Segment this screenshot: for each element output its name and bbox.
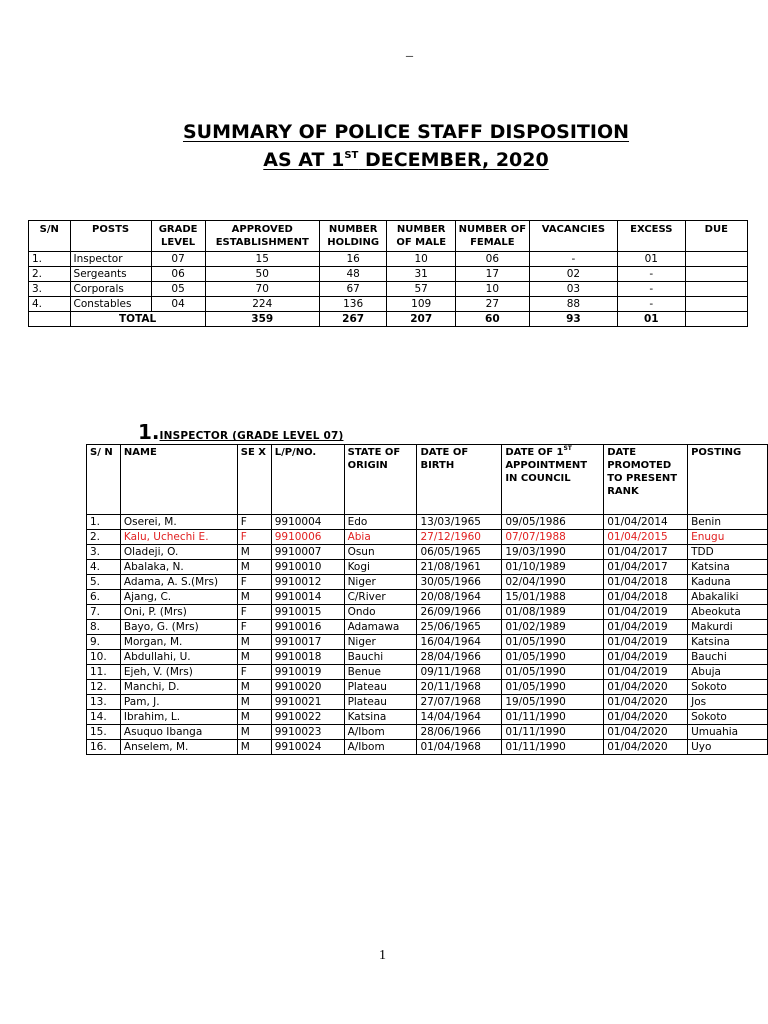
summary-cell: -: [618, 267, 686, 282]
inspector-cell: 28/04/1966: [417, 650, 502, 665]
inspector-body: [87, 515, 768, 755]
inspector-cell: 9910019: [271, 665, 344, 680]
inspector-row: [87, 725, 768, 740]
total-female: 60: [455, 312, 529, 327]
inspector-row: [87, 530, 768, 545]
summary-cell: [685, 267, 747, 282]
summary-header-cell: S/N: [29, 221, 71, 252]
inspector-cell: 30/05/1966: [417, 575, 502, 590]
inspector-cell: Anselem, M.: [120, 740, 237, 755]
inspector-cell: 01/04/2019: [604, 665, 688, 680]
inspector-header-row: [87, 445, 768, 515]
inspector-cell: F: [237, 605, 271, 620]
inspector-cell: C/River: [344, 590, 417, 605]
summary-cell: 2.: [29, 267, 71, 282]
inspector-cell: Kalu, Uchechi E.: [120, 530, 237, 545]
inspector-cell: Benue: [344, 665, 417, 680]
inspector-cell: 20/11/1968: [417, 680, 502, 695]
inspector-cell: 25/06/1965: [417, 620, 502, 635]
summary-cell: [685, 297, 747, 312]
inspector-cell: M: [237, 710, 271, 725]
header-mark: _: [406, 44, 413, 59]
header-promoted: DATE PROMOTED TO PRESENT RANK: [604, 445, 688, 515]
header-dob: DATE OF BIRTH: [417, 445, 502, 515]
inspector-row: [87, 545, 768, 560]
inspector-cell: 6.: [87, 590, 121, 605]
inspector-cell: 9910010: [271, 560, 344, 575]
inspector-cell: 9910017: [271, 635, 344, 650]
inspector-cell: A/Ibom: [344, 740, 417, 755]
summary-cell: [685, 252, 747, 267]
inspector-cell: Niger: [344, 635, 417, 650]
summary-cell: 4.: [29, 297, 71, 312]
summary-cell: 109: [387, 297, 456, 312]
inspector-cell: 01/04/2020: [604, 710, 688, 725]
inspector-cell: 19/03/1990: [502, 545, 604, 560]
inspector-cell: 01/11/1990: [502, 740, 604, 755]
summary-cell: 02: [529, 267, 617, 282]
section-number: 1.: [138, 420, 160, 444]
inspector-cell: 01/05/1990: [502, 680, 604, 695]
inspector-cell: Abakaliki: [688, 590, 768, 605]
inspector-cell: 20/08/1964: [417, 590, 502, 605]
summary-cell: -: [529, 252, 617, 267]
inspector-cell: Ondo: [344, 605, 417, 620]
inspector-cell: Adamawa: [344, 620, 417, 635]
inspector-cell: Asuquo Ibanga: [120, 725, 237, 740]
total-label: TOTAL: [70, 312, 205, 327]
summary-cell: Sergeants: [70, 267, 151, 282]
inspector-cell: 09/11/1968: [417, 665, 502, 680]
inspector-cell: 01/04/2014: [604, 515, 688, 530]
inspector-cell: Morgan, M.: [120, 635, 237, 650]
inspector-cell: F: [237, 575, 271, 590]
inspector-cell: 01/04/1968: [417, 740, 502, 755]
summary-row: [29, 267, 748, 282]
inspector-cell: 21/08/1961: [417, 560, 502, 575]
inspector-cell: Sokoto: [688, 680, 768, 695]
total-holding: 267: [319, 312, 387, 327]
summary-cell: 10: [387, 252, 456, 267]
summary-row: [29, 252, 748, 267]
inspector-row: [87, 680, 768, 695]
inspector-cell: Katsina: [688, 560, 768, 575]
section-heading: [138, 420, 343, 444]
inspector-cell: 02/04/1990: [502, 575, 604, 590]
inspector-cell: Abdullahi, U.: [120, 650, 237, 665]
inspector-cell: F: [237, 665, 271, 680]
page-number: 1: [379, 948, 386, 963]
summary-header-cell: NUMBER OF MALE: [387, 221, 456, 252]
inspector-cell: Pam, J.: [120, 695, 237, 710]
inspector-cell: M: [237, 680, 271, 695]
inspector-cell: 9910015: [271, 605, 344, 620]
inspector-cell: 9910006: [271, 530, 344, 545]
header-state: STATE OF ORIGIN: [344, 445, 417, 515]
inspector-cell: 01/04/2020: [604, 740, 688, 755]
inspector-cell: 09/05/1986: [502, 515, 604, 530]
summary-header-cell: POSTS: [70, 221, 151, 252]
inspector-cell: 01/04/2019: [604, 635, 688, 650]
inspector-cell: 10.: [87, 650, 121, 665]
inspector-cell: 01/04/2020: [604, 725, 688, 740]
header-lp-no: L/P/NO.: [271, 445, 344, 515]
inspector-row: [87, 515, 768, 530]
header-sex: SE X: [237, 445, 271, 515]
inspector-cell: 01/04/2019: [604, 650, 688, 665]
inspector-cell: Abia: [344, 530, 417, 545]
inspector-cell: Adama, A. S.(Mrs): [120, 575, 237, 590]
summary-cell: [685, 282, 747, 297]
inspector-cell: Kaduna: [688, 575, 768, 590]
inspector-cell: 01/04/2020: [604, 680, 688, 695]
inspector-cell: 1.: [87, 515, 121, 530]
summary-cell: 50: [205, 267, 319, 282]
inspector-cell: 13/03/1965: [417, 515, 502, 530]
summary-cell: 67: [319, 282, 387, 297]
summary-cell: 15: [205, 252, 319, 267]
inspector-cell: Osun: [344, 545, 417, 560]
inspector-cell: 9910022: [271, 710, 344, 725]
summary-header-cell: NUMBER HOLDING: [319, 221, 387, 252]
inspector-cell: Abeokuta: [688, 605, 768, 620]
inspector-cell: 9.: [87, 635, 121, 650]
summary-cell: 224: [205, 297, 319, 312]
inspector-cell: 01/05/1990: [502, 665, 604, 680]
inspector-cell: 01/04/2018: [604, 575, 688, 590]
summary-header-cell: DUE: [685, 221, 747, 252]
summary-row: [29, 282, 748, 297]
inspector-cell: 9910023: [271, 725, 344, 740]
inspector-cell: 01/04/2018: [604, 590, 688, 605]
inspector-cell: Katsina: [688, 635, 768, 650]
summary-row: [29, 297, 748, 312]
inspector-cell: Plateau: [344, 695, 417, 710]
inspector-cell: M: [237, 560, 271, 575]
summary-cell: Inspector: [70, 252, 151, 267]
inspector-cell: Ibrahim, L.: [120, 710, 237, 725]
inspector-cell: Niger: [344, 575, 417, 590]
inspector-row: [87, 635, 768, 650]
header-sn: S/ N: [87, 445, 121, 515]
inspector-cell: TDD: [688, 545, 768, 560]
inspector-cell: 9910020: [271, 680, 344, 695]
section-label: INSPECTOR (GRADE LEVEL 07): [159, 430, 344, 442]
summary-table: [28, 220, 748, 327]
summary-cell: 88: [529, 297, 617, 312]
inspector-cell: 01/04/2017: [604, 545, 688, 560]
inspector-cell: 9910004: [271, 515, 344, 530]
inspector-cell: 07/07/1988: [502, 530, 604, 545]
summary-cell: 01: [618, 252, 686, 267]
summary-cell: 05: [151, 282, 205, 297]
summary-cell: 57: [387, 282, 456, 297]
inspector-cell: 01/02/1989: [502, 620, 604, 635]
inspector-cell: 27/07/1968: [417, 695, 502, 710]
inspector-cell: 01/04/2017: [604, 560, 688, 575]
inspector-cell: M: [237, 725, 271, 740]
inspector-cell: M: [237, 740, 271, 755]
inspector-cell: 15/01/1988: [502, 590, 604, 605]
inspector-cell: Uyo: [688, 740, 768, 755]
inspector-cell: 19/05/1990: [502, 695, 604, 710]
inspector-cell: Umuahia: [688, 725, 768, 740]
inspector-cell: Jos: [688, 695, 768, 710]
inspector-cell: Benin: [688, 515, 768, 530]
summary-cell: 27: [455, 297, 529, 312]
inspector-cell: 11.: [87, 665, 121, 680]
inspector-table: [86, 444, 768, 755]
summary-header-cell: APPROVED ESTABLISHMENT: [205, 221, 319, 252]
summary-header-row: [29, 221, 748, 252]
inspector-cell: 15.: [87, 725, 121, 740]
inspector-cell: 27/12/1960: [417, 530, 502, 545]
inspector-cell: Bauchi: [688, 650, 768, 665]
header-name: NAME: [120, 445, 237, 515]
summary-total-row: [29, 312, 748, 327]
inspector-cell: 9910012: [271, 575, 344, 590]
inspector-cell: Plateau: [344, 680, 417, 695]
inspector-cell: Abuja: [688, 665, 768, 680]
total-male: 207: [387, 312, 456, 327]
inspector-cell: Makurdi: [688, 620, 768, 635]
title-line-1: SUMMARY OF POLICE STAFF DISPOSITION: [182, 121, 630, 143]
header-first-appointment: DATE OF 1ST APPOINTMENT IN COUNCIL: [502, 445, 604, 515]
summary-cell: 31: [387, 267, 456, 282]
summary-cell: 70: [205, 282, 319, 297]
summary-cell: -: [618, 297, 686, 312]
inspector-cell: 01/10/1989: [502, 560, 604, 575]
title-line-2: AS AT 1ST DECEMBER, 2020: [263, 149, 549, 171]
inspector-cell: Katsina: [344, 710, 417, 725]
inspector-row: [87, 695, 768, 710]
inspector-cell: 8.: [87, 620, 121, 635]
inspector-cell: Oserei, M.: [120, 515, 237, 530]
page-title: [0, 118, 768, 174]
inspector-cell: 12.: [87, 680, 121, 695]
inspector-cell: 16.: [87, 740, 121, 755]
total-approved: 359: [205, 312, 319, 327]
summary-cell: 136: [319, 297, 387, 312]
summary-header-cell: NUMBER OF FEMALE: [455, 221, 529, 252]
summary-cell: 1.: [29, 252, 71, 267]
inspector-cell: M: [237, 545, 271, 560]
inspector-cell: 3.: [87, 545, 121, 560]
inspector-row: [87, 605, 768, 620]
inspector-cell: 01/11/1990: [502, 710, 604, 725]
inspector-cell: Sokoto: [688, 710, 768, 725]
inspector-cell: M: [237, 650, 271, 665]
summary-header-cell: EXCESS: [618, 221, 686, 252]
inspector-cell: 06/05/1965: [417, 545, 502, 560]
total-vacancies: 93: [529, 312, 617, 327]
summary-cell: Corporals: [70, 282, 151, 297]
inspector-cell: Abalaka, N.: [120, 560, 237, 575]
summary-cell: 03: [529, 282, 617, 297]
inspector-cell: 13.: [87, 695, 121, 710]
inspector-cell: A/Ibom: [344, 725, 417, 740]
inspector-cell: 16/04/1964: [417, 635, 502, 650]
inspector-cell: 28/06/1966: [417, 725, 502, 740]
inspector-cell: 14.: [87, 710, 121, 725]
inspector-cell: Ejeh, V. (Mrs): [120, 665, 237, 680]
header-posting: POSTING: [688, 445, 768, 515]
inspector-cell: 2.: [87, 530, 121, 545]
summary-cell: 06: [455, 252, 529, 267]
inspector-cell: 5.: [87, 575, 121, 590]
inspector-row: [87, 665, 768, 680]
inspector-row: [87, 650, 768, 665]
inspector-cell: Oni, P. (Mrs): [120, 605, 237, 620]
inspector-cell: 9910007: [271, 545, 344, 560]
summary-cell: 10: [455, 282, 529, 297]
inspector-cell: 7.: [87, 605, 121, 620]
inspector-cell: M: [237, 695, 271, 710]
inspector-cell: 01/11/1990: [502, 725, 604, 740]
inspector-cell: Enugu: [688, 530, 768, 545]
inspector-cell: Edo: [344, 515, 417, 530]
inspector-cell: 01/04/2019: [604, 620, 688, 635]
inspector-row: [87, 575, 768, 590]
inspector-cell: 01/04/2015: [604, 530, 688, 545]
inspector-cell: 26/09/1966: [417, 605, 502, 620]
inspector-row: [87, 560, 768, 575]
summary-cell: 16: [319, 252, 387, 267]
inspector-cell: Bayo, G. (Mrs): [120, 620, 237, 635]
inspector-cell: Ajang, C.: [120, 590, 237, 605]
inspector-cell: 9910021: [271, 695, 344, 710]
summary-header-cell: GRADE LEVEL: [151, 221, 205, 252]
inspector-cell: 01/08/1989: [502, 605, 604, 620]
inspector-cell: Oladeji, O.: [120, 545, 237, 560]
summary-header-cell: VACANCIES: [529, 221, 617, 252]
inspector-row: [87, 740, 768, 755]
inspector-cell: M: [237, 635, 271, 650]
summary-cell: 48: [319, 267, 387, 282]
inspector-row: [87, 710, 768, 725]
summary-cell: 04: [151, 297, 205, 312]
inspector-cell: 01/04/2019: [604, 605, 688, 620]
inspector-cell: Manchi, D.: [120, 680, 237, 695]
inspector-cell: F: [237, 620, 271, 635]
summary-cell: 3.: [29, 282, 71, 297]
inspector-cell: 9910018: [271, 650, 344, 665]
inspector-row: [87, 590, 768, 605]
inspector-cell: 4.: [87, 560, 121, 575]
inspector-cell: 01/04/2020: [604, 695, 688, 710]
summary-cell: 17: [455, 267, 529, 282]
total-excess: 01: [618, 312, 686, 327]
summary-body: [29, 252, 748, 312]
inspector-cell: M: [237, 590, 271, 605]
summary-cell: 07: [151, 252, 205, 267]
inspector-cell: Bauchi: [344, 650, 417, 665]
inspector-cell: 01/05/1990: [502, 650, 604, 665]
inspector-cell: 9910016: [271, 620, 344, 635]
summary-cell: -: [618, 282, 686, 297]
inspector-cell: F: [237, 515, 271, 530]
summary-cell: Constables: [70, 297, 151, 312]
inspector-row: [87, 620, 768, 635]
inspector-cell: Kogi: [344, 560, 417, 575]
inspector-cell: 01/05/1990: [502, 635, 604, 650]
inspector-cell: 9910024: [271, 740, 344, 755]
summary-cell: 06: [151, 267, 205, 282]
inspector-cell: 14/04/1964: [417, 710, 502, 725]
inspector-cell: F: [237, 530, 271, 545]
inspector-cell: 9910014: [271, 590, 344, 605]
